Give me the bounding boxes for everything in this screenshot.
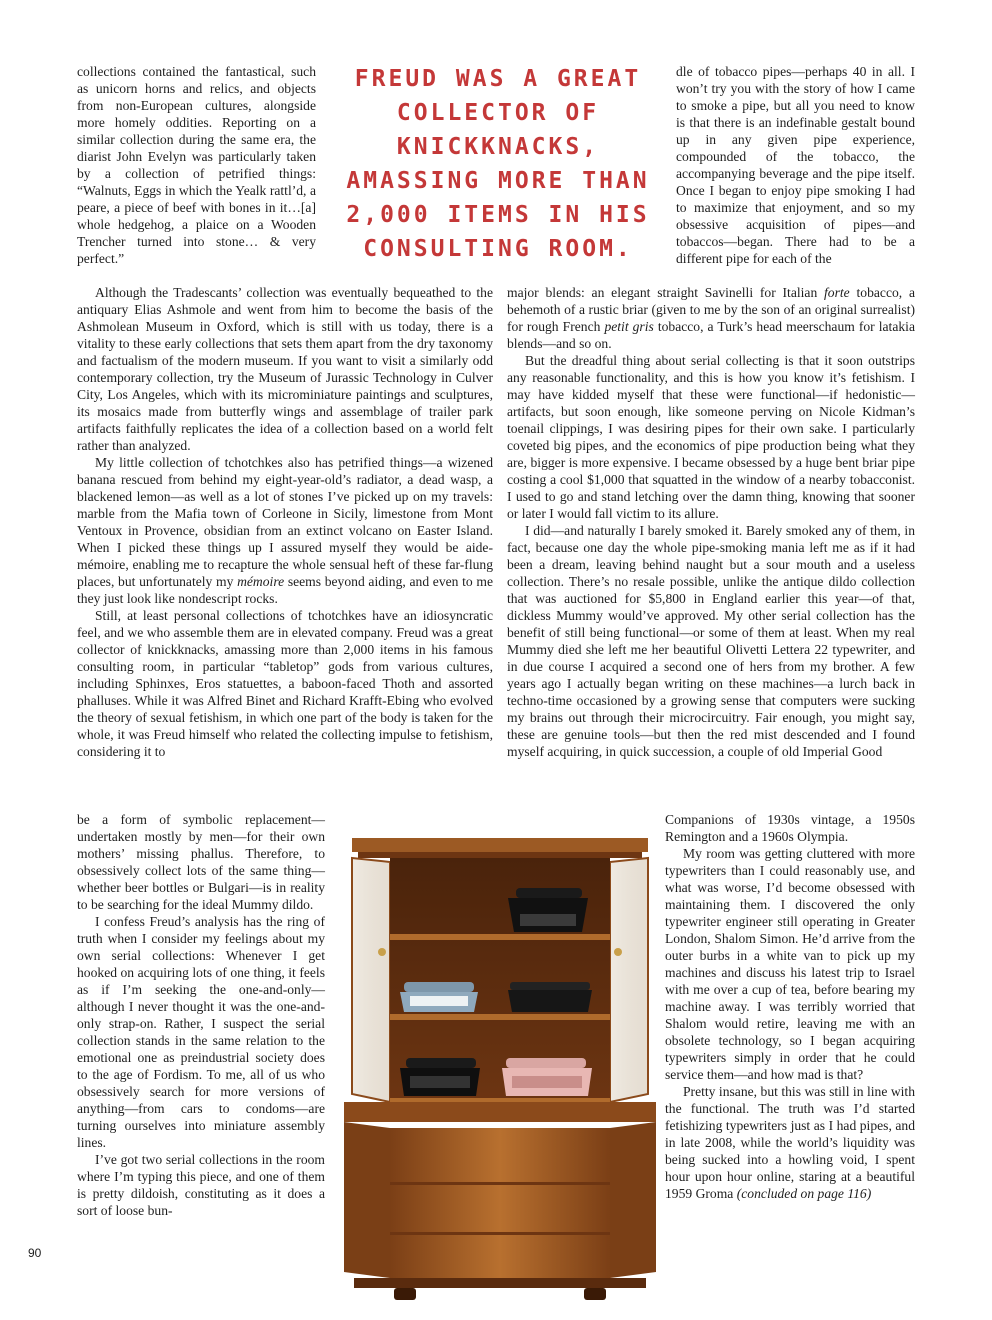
typewriter-cabinet-illustration (330, 832, 670, 1302)
italic-term: forte (824, 285, 850, 300)
italic-term: mémoire (237, 574, 285, 589)
paragraph (507, 284, 915, 352)
text-run: major blends: an elegant straight Savinelli for Italian (507, 285, 825, 300)
typewriter-black-top (508, 888, 588, 932)
cabinet-front (390, 1128, 610, 1278)
typewriter-black-middle (508, 982, 592, 1012)
paragraph: Companions of 1930s vintage, a 1950s Remington and a 1960s Olympia. (665, 812, 915, 844)
pull-quote: FREUD WAS A GREAT COLLECTOR OF KNICKKNACKS, AMASSING MORE THAN 2,000 ITEMS IN HIS CONSULTING ROOM. (346, 66, 650, 262)
column-3-bottom (665, 811, 915, 1202)
column-1-top (77, 63, 316, 267)
continued-note: (concluded on page 116) (736, 1186, 872, 1201)
cabinet-left-side (344, 1122, 390, 1278)
cabinet-foot (394, 1288, 416, 1300)
paragraph: dle of tobacco pipes—perhaps 40 in all. I won’t try you with the story of how I came to smoke a pipe, but all you need to know is that there is an indefinable gestalt bound up in any given pipe experience, compounded of the tobacco, the accompanying beverage and the pipe itself. Once I began to enjoy pipe smoking I had to maximize that enjoyment, and so my obsessive acquisition of pipes—and tobaccos—began. There had to be a different pipe for each of the (676, 64, 915, 266)
door-knob (378, 948, 386, 956)
right-glass-door (610, 858, 648, 1102)
paragraph: Still, at least personal collections of tchotchkes have an idiosyncratic feel, and we who assemble them are in elevated company. Freud was a great collector of knickknacks, amassing more than 2,000 items in his famous consulting room, in particular “tabletop” gods from various cultures, including Sphinxes, Eros statuettes, a baboon-faced Thoth and assorted phalluses. While it was Alfred Binet and Richard Krafft-Ebing who evolved the theory of sexual fetishism, in which one part of the body is taken for the whole, it was Freud himself who related the collecting impulse to fetishism, considering it to (77, 608, 493, 759)
text-run: tobacco, a Turk’s head meerschaum for latakia blends—and so on. (507, 319, 915, 351)
column-1-bottom (77, 811, 325, 1219)
text-run: My little collection of tchotchkes also has petrified things—a wizened banana rescued from behind my eight-year-old’s radiator, a dead wasp, a blackened lemon—as well as a lot of stones I’ve picked up on my travels: marble from the Mafia town of Corleone in Sicily, limestone from Mont Ventoux in Provence, obsidian from an extinct volcano on Easter Island. When I picked these things up I assured myself they would be aide-mémoire, enabling me to recapture the whole sensual heft of these far-flung places, but unfortunately my (77, 455, 493, 589)
shelf (390, 934, 610, 940)
typewriter-black-bottom (400, 1058, 480, 1096)
typewriter-pink (502, 1058, 592, 1096)
cabinet-right-side (610, 1122, 656, 1278)
paragraph: Although the Tradescants’ collection was eventually bequeathed to the antiquary Elias Ashmole and went from him to become the basis of the Ashmolean Museum in Oxford, which is still with us today, there is a vitality to these early collections that sets them apart from the dry taxonomy and factualism of the modern museum. If you want to visit a similarly odd contemporary collection, try the Museum of Jurassic Technology in Culver City, Los Angeles, which with its microminiature paintings and sculptures, its mosaics made from butterfly wings and assemblage of trailer park artifacts faithfully replicates the idea of a collection based on a world felt rather than analyzed. (77, 285, 493, 453)
column-3-top (676, 63, 915, 267)
cabinet-cornice (352, 838, 648, 852)
left-wide-block (77, 284, 493, 760)
paragraph: My room was getting cluttered with more typewriters than I could reasonably use, and what was worse, I’d become obsessed with maintaining them. I discovered the only typewriter engineer still operating in Greater London, Shalom Simon. He’d arrive from the outer burbs in a white van to pick up my machines and discuss his latest trip to Israel with me over a cup of tea, before bearing my machine away. I was terribly worried that Shalom would retire, leaving me with an obsolete technology, so I began acquiring typewriters simply in order that he could service them—and how mad is that? (665, 846, 915, 1082)
cabinet-photo (330, 832, 670, 1302)
left-glass-door (352, 858, 390, 1102)
paragraph (665, 1083, 915, 1202)
paragraph: But the dreadful thing about serial collecting is that it soon outstrips any reasonable functionality, and this is how you know it’s fetishism. I may have kidded myself that these were functional—if hedonistic—artifacts, but soon enough, like someone perving on Nicole Kidman’s toenail clippings, I was desiring pipes for their own sake. I particularly coveted big pipes, and the economics of pipe production being what they are, bigger is more expensive. I became obsessed by a huge bent briar pipe costing a cool $1,000 that squatted in the window of a nearby tobacconist. I used to go and stand letching over the damn thing, knowing that sooner or later I would fall victim to its allure. (507, 353, 915, 521)
paragraph (77, 454, 493, 607)
cabinet-plinth (354, 1278, 646, 1288)
paragraph: be a form of symbolic replacement—undertaken mostly by men—for their own mothers’ missing phallus. Therefore, to obsessively collect lots of the same thing—whether beer bottles or Bulgari—is in reality to be searching for the ideal Mummy dildo. (77, 812, 325, 912)
text-run: tobacco, a behemoth of a rustic briar (given to me by the son of an original surrealist) for rough French (507, 285, 915, 334)
text-run: seems beyond aiding, and even to me they just look like nondescript rocks. (77, 574, 494, 606)
page-number: 90 (28, 1246, 42, 1260)
cabinet-foot (584, 1288, 606, 1300)
door-knob (614, 948, 622, 956)
paragraph: I’ve got two serial collections in the room where I’m typing this piece, and one of them is pretty dildoish, constituting as it does a sort of loose bun- (77, 1152, 325, 1218)
paragraph: collections contained the fantastical, such as unicorn horns and relics, and objects from non-European cultures, alongside more homely oddities. Reporting on a similar collection during the same era, the diarist John Evelyn was particularly taken by a collection of petrified things: “Walnuts, Eggs in which the Yealk rattl’d, a peare, a piece of beef with bones in it…[a] whole hedgehog, a plaice on a Wooden Trencher turned into stone… & very perfect.” (77, 64, 316, 266)
typewriter-blue (400, 982, 478, 1012)
text-run: Pretty insane, but this was still in line with the functional. The truth was I’d started fetishizing typewriters just as I had pipes, and in late 2008, while the world’s liquidity was being sucked into a howling void, I spent hour upon hour online, staring at a beautiful 1959 Groma (665, 1084, 915, 1201)
paragraph: I did—and naturally I barely smoked it. Barely smoked any of them, in fact, because one day the whole pipe-smoking mania left me as if it had been a dream, leaving behind naught but a sour mouth and a useless collection. There’s no resale possible, unlike the antique dildo collection that was auctioned for $5,800 in England earlier this year—of that, dickless Mummy would’ve approved. My other serial collection has the benefit of still being functional—or some of them at least. When my real Mummy died she left me her beautiful Olivetti Lettera 22 typewriter, and in due course I acquired a second one of hers from my brother. A few years ago I actually began writing on these machines—a lurch back in techno-time occasioned by a growing sense that computers were sucking my brains out through their microcircuitry. Fair enough, you might say, these are genuine tools—but then the red mist descended and I found myself acquiring, in quick succession, a couple of old Imperial Good (507, 523, 915, 759)
right-wide-block (507, 284, 915, 760)
shelf (390, 1014, 610, 1020)
italic-term: petit gris (604, 319, 654, 334)
paragraph: I confess Freud’s analysis has the ring of truth when I consider my feelings about my own serial collections: Whenever I get hooked on acquiring lots of one thing, it feels as if I’m seeking the one-and-only—although I never thought it was the one-and-only strap-on. Rather, I suspect the serial collection stands in the same relation to the emotional one as preindustrial society does to the age of Fordism. To me, all of us who obsessively search for more versions of anything—from cars to condoms—are turning ourselves into miniature assembly lines. (77, 914, 325, 1150)
